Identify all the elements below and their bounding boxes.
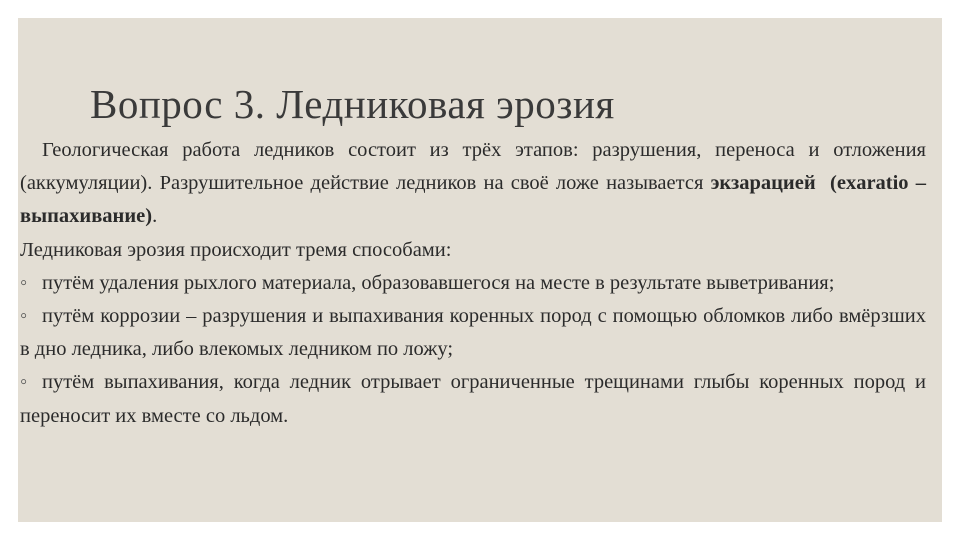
bullet-item xyxy=(20,300,926,366)
methods-intro: Ледниковая эрозия происходит тремя способами: xyxy=(20,238,452,261)
bullet-item xyxy=(20,366,926,432)
bullet-text: путём удаления рыхлого материала, образовавшегося на месте в результате выветривания; xyxy=(42,271,835,294)
intro-text: Геологическая работа ледников состоит из трёх этапов: разрушения, переноса и отложения (аккумуляции). Разрушительное действие ледников на своё ложе называется xyxy=(20,139,926,195)
bullet-marker: ◦ xyxy=(20,371,28,394)
term-latin: (exaratio – выпахивание) xyxy=(20,172,926,228)
bullet-marker: ◦ xyxy=(20,305,28,328)
bullet-text: путём выпахивания, когда ледник отрывает ограниченные трещинами глыбы коренных пород и переносит их вместе со льдом. xyxy=(20,371,926,427)
bullet-text: путём коррозии – разрушения и выпахивания коренных пород с помощью обломков либо вмёрзших в дно ледника, либо влекомых ледником по ложу; xyxy=(20,305,926,361)
slide xyxy=(18,18,942,522)
bullet-item xyxy=(20,267,926,300)
intro-paragraph xyxy=(20,134,926,234)
slide-title: Вопрос 3. Ледниковая эрозия xyxy=(90,81,615,127)
term-exaration: экзарацией xyxy=(710,172,816,195)
intro-end: . xyxy=(152,205,158,228)
bullet-marker: ◦ xyxy=(20,271,28,294)
slide-body xyxy=(20,134,926,433)
